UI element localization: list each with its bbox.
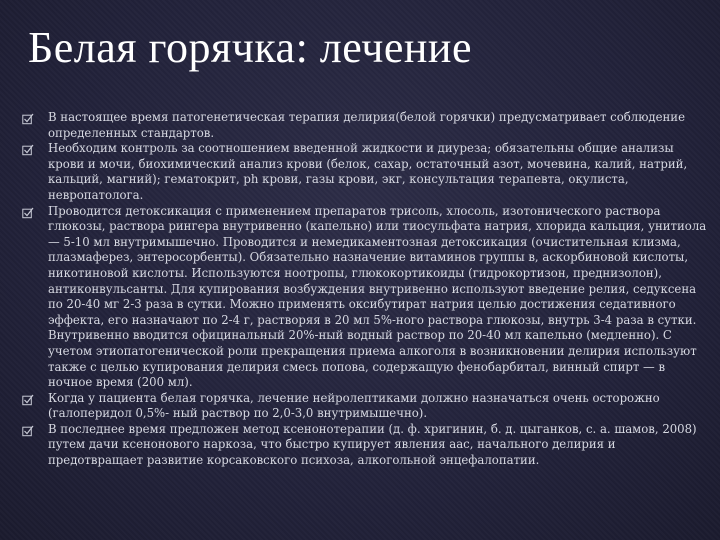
list-item-text: В настоящее время патогенетическая терапия делирия(белой горячки) предусматривает соблюдение определенных стандартов. bbox=[48, 110, 686, 140]
check-box-icon bbox=[22, 394, 34, 406]
slide-title: Белая горячка: лечение bbox=[28, 23, 472, 72]
list-item bbox=[22, 141, 712, 203]
list-item-text: Необходим контроль за соотношением введенной жидкости и диуреза; обязательны общие анализы крови и мочи, биохимический анализ крови (белок, сахар, остаточный азот, мочевина, калий, натрий, кальций, магний); гематокрит, ph крови, газы крови, экг, консультация терапевта, окулиста, невропатолога. bbox=[48, 141, 688, 202]
bullet-list bbox=[22, 110, 712, 469]
list-item bbox=[22, 422, 712, 469]
check-box-icon bbox=[22, 207, 34, 219]
check-box-icon bbox=[22, 144, 34, 156]
list-item bbox=[22, 110, 712, 141]
list-item-text: Когда у пациента белая горячка, лечение нейролептиками должно назначаться очень осторожно (галоперидол 0,5%- ный раствор по 2,0-3,0 внутримышечно). bbox=[48, 390, 660, 421]
list-item-text: Проводится детоксикация с применением препаратов трисоль, хлосоль, изотонического раствора глюкозы, раствора рингера внутривенно (капельно) или тиосульфата натрия, хлорида кальция, унитиола — 5-10 мл внутримышечно. Проводится и немедикаментозная детоксикация (очистительная клизма, плазмаферез, энтеросорбенты). Обязательно назначение витаминов группы в, аскорбиновой кислоты, никотиновой кислоты. Используются ноотропы, глюкокортикоиды (гидрокортизон, преднизолон), антиконвульсанты. Для купирования возбуждения внутривенно используют введение релия, седуксена по 20-40 мг 2-3 раза в сутки. Можно применять оксибутират натрия целью достижения седативного эффекта, его назначают по 2-4 г, растворяя в 20 мл 5%-ного раствора глюкозы, внутрь 3-4 раза в сутки. Внутривенно вводится официнальный 20%-ный водный раствор по 20-40 мл капельно (медленно). С учетом этиопатогенической роли прекращения приема алкоголя в возникновении делирия используют также с целью купирования делирия смесь попова, содержащую фенобарбитал, винный спирт — в ночное время (200 мл). bbox=[48, 203, 707, 390]
list-item bbox=[22, 204, 712, 391]
list-item-text: В последнее время предложен метод ксенонотерапии (д. ф. хригинин, б. д. цыганков, с. а. шамов, 2008) путем дачи ксенонового наркоза, что быстро купирует явления аас, начального делирия и предотвращает развитие корсаковского психоза, алкогольной энцефалопатии. bbox=[48, 421, 697, 468]
list-item bbox=[22, 391, 712, 422]
check-box-icon bbox=[22, 425, 34, 437]
check-box-icon bbox=[22, 113, 34, 125]
